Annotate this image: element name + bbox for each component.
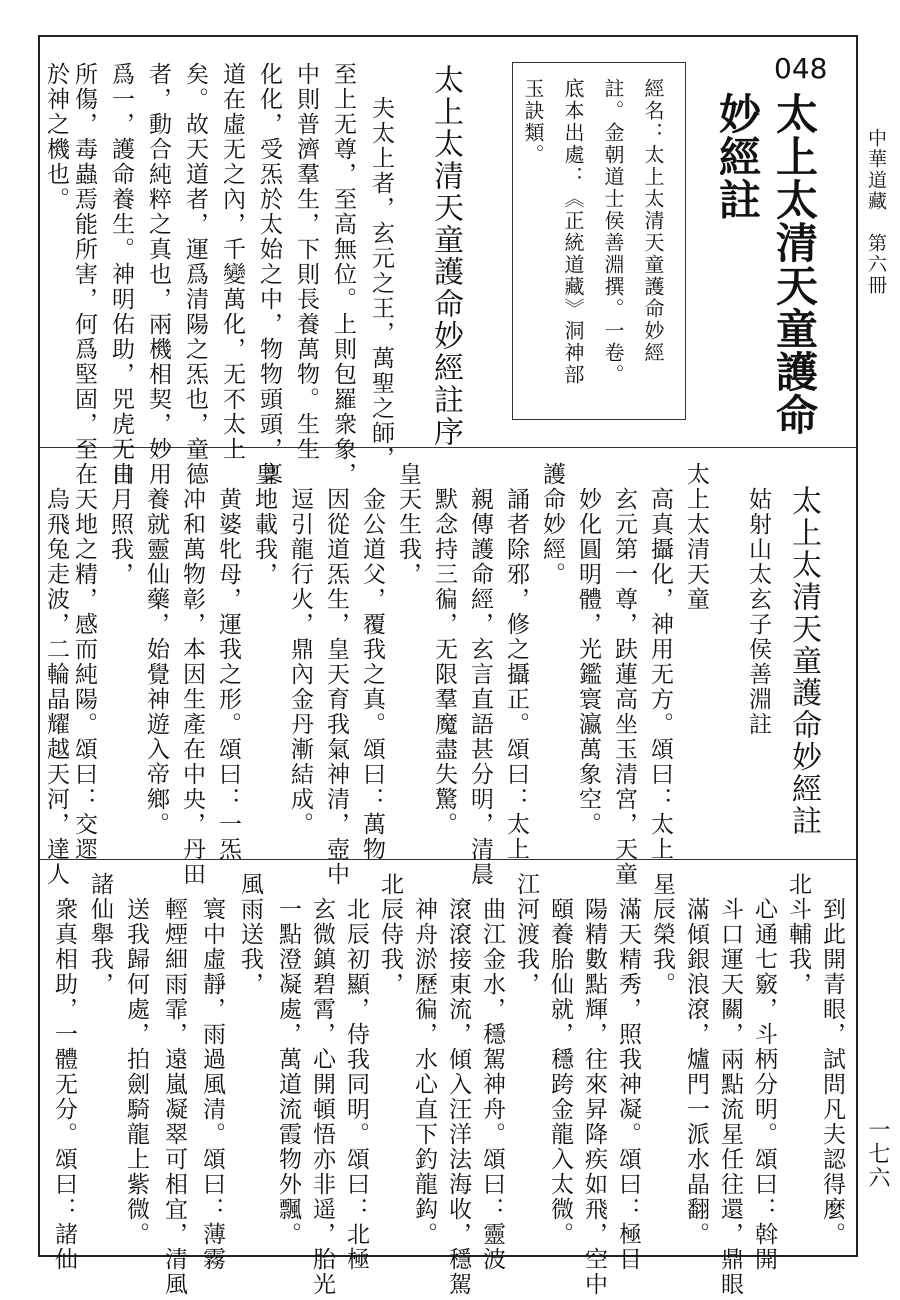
text-column: 黄婆牝母，運我之形。頌曰：一炁 — [215, 462, 241, 862]
text-column: 逗引龍行火，鼎內金丹漸結成。 — [287, 462, 313, 837]
preface-line: 爲一，護命養生。神明佑助，兕虎无由 — [108, 62, 134, 487]
info-line: 註。金朝道士侯善淵撰。一卷。 — [601, 78, 625, 386]
text-column: 斗口運天關，兩點流星任往還，鼎眼 — [717, 872, 743, 1297]
text-column: 烏飛兔走波，二輪晶耀越天河，達人 — [43, 462, 69, 887]
page-number: 一七六 — [865, 1118, 890, 1190]
text-column: 神舟淤歷徧，水心直下釣龍鈎。 — [411, 872, 437, 1247]
preface-title: 太上太清天童護命妙經註序 — [428, 64, 463, 448]
preface-line: 矣。故天道者，運爲清陽之炁也，童德 — [182, 62, 208, 487]
text-column: 衆真相助，一體无分。頌曰：諸仙 — [51, 872, 77, 1272]
text-column: 江河渡我， — [513, 872, 539, 997]
text-column: 北斗輔我， — [785, 872, 811, 997]
text-column: 滿天精秀，照我神凝。頌曰：極目 — [615, 872, 641, 1272]
text-column: 到此開青眼，試問凡夫認得麼。 — [819, 872, 845, 1247]
text-column: 皇天生我， — [395, 462, 421, 587]
text-column: 日月照我， — [107, 462, 133, 587]
text-column: 默念持三徧，无限羣魔盡失驚。 — [431, 462, 457, 837]
text-column: 金公道父，覆我之真。頌曰：萬物 — [359, 462, 385, 862]
info-line: 經名：太上太清天童護命妙經 — [641, 78, 665, 364]
text-column: 風雨送我， — [237, 872, 263, 997]
main-title-line2: 妙經註 — [713, 92, 762, 221]
running-header: 中華道藏 第六冊 — [865, 128, 887, 296]
text-column: 護命妙經。 — [539, 462, 565, 587]
text-column: 皇地載我， — [251, 462, 277, 587]
text-column: 北辰侍我， — [377, 872, 403, 997]
text-column: 輕煙細雨霏，遠嵐凝翠可相宜，清風 — [161, 872, 187, 1297]
text-column: 曲江金水，穩駕神舟。頌曰：靈波 — [479, 872, 505, 1272]
preface-line: 者，動合純粹之真也，兩機相契，妙用 — [145, 62, 171, 487]
author-line: 姑射山太玄子侯善淵註 — [745, 462, 771, 737]
text-column: 心通七竅，斗柄分明。頌曰：斡開 — [751, 872, 777, 1272]
scripture-title: 太上太清天童護命妙經註 — [786, 485, 821, 837]
text-column: 玄元第一尊，趺蓮高坐玉清宮，天童 — [611, 462, 637, 887]
text-column: 天地之精，感而純陽。頌曰：交遝 — [71, 462, 97, 862]
preface-line: 道在虛无之內，千變萬化，无不太上 — [219, 62, 245, 462]
preface-line: 中則普濟羣生，下則長養萬物。生生 — [293, 62, 319, 462]
info-line: 底本出處：《正統道藏》洞神部 — [561, 78, 585, 386]
text-column: 親傳護命經，玄言直語甚分明，清晨 — [467, 462, 493, 887]
text-column: 高真攝化，神用无方。頌曰：太上 — [647, 462, 673, 862]
text-column: 北辰初顯，侍我同明。頌曰：北極 — [343, 872, 369, 1272]
text-column: 寰中虛靜，雨過風清。頌曰：薄霧 — [199, 872, 225, 1272]
text-column: 誦者除邪，修之攝正。頌曰：太上 — [503, 462, 529, 862]
text-column: 星辰榮我。 — [649, 872, 675, 997]
section-divider-bottom — [40, 859, 856, 860]
text-column: 諸仙舉我， — [87, 872, 113, 997]
preface-line: 化化，受炁於太始之中，物物頭頭，稟 — [256, 62, 282, 487]
preface-line: 至上无尊，至高無位。上則包羅衆象， — [330, 62, 356, 487]
text-column: 一點澄凝處，萬道流霞物外飄。 — [275, 872, 301, 1247]
text-column: 滾滾接東流，傾入汪洋法海收，穩駕 — [445, 872, 471, 1297]
preface-line: 於神之機也。 — [43, 62, 69, 212]
preface-line: 所傷，毒蟲焉能所害，何爲堅固，至在 — [71, 62, 97, 487]
preface-line: 夫太上者，玄元之王，萬聖之師， — [368, 96, 394, 471]
main-title-line1: 太上太清天童護命 — [770, 92, 819, 436]
text-number: 048 — [774, 52, 828, 85]
text-column: 玄微鎮碧霄，心開頓悟亦非遥，胎光 — [309, 872, 335, 1297]
text-column: 太上太清天童 — [683, 462, 709, 612]
text-column: 妙化圓明體，光鑑寰瀛萬象空。 — [575, 462, 601, 837]
text-column: 滿傾銀浪滾，爐門一派水晶翻。 — [683, 872, 709, 1247]
text-column: 因從道炁生，皇天育我氣神清，壺中 — [323, 462, 349, 887]
text-column: 陽精數點輝，往來昇降疾如飛，空中 — [581, 872, 607, 1297]
text-column: 送我歸何處，拍劍騎龍上紫微。 — [123, 872, 149, 1247]
text-column: 頤養胎仙就，穩跨金龍入太微。 — [547, 872, 573, 1247]
text-column: 養就靈仙藥，始覺神遊入帝鄉。 — [143, 462, 169, 837]
info-line: 玉訣類。 — [521, 78, 545, 166]
text-column: 冲和萬物彰，本因生產在中央，丹田 — [179, 462, 205, 887]
